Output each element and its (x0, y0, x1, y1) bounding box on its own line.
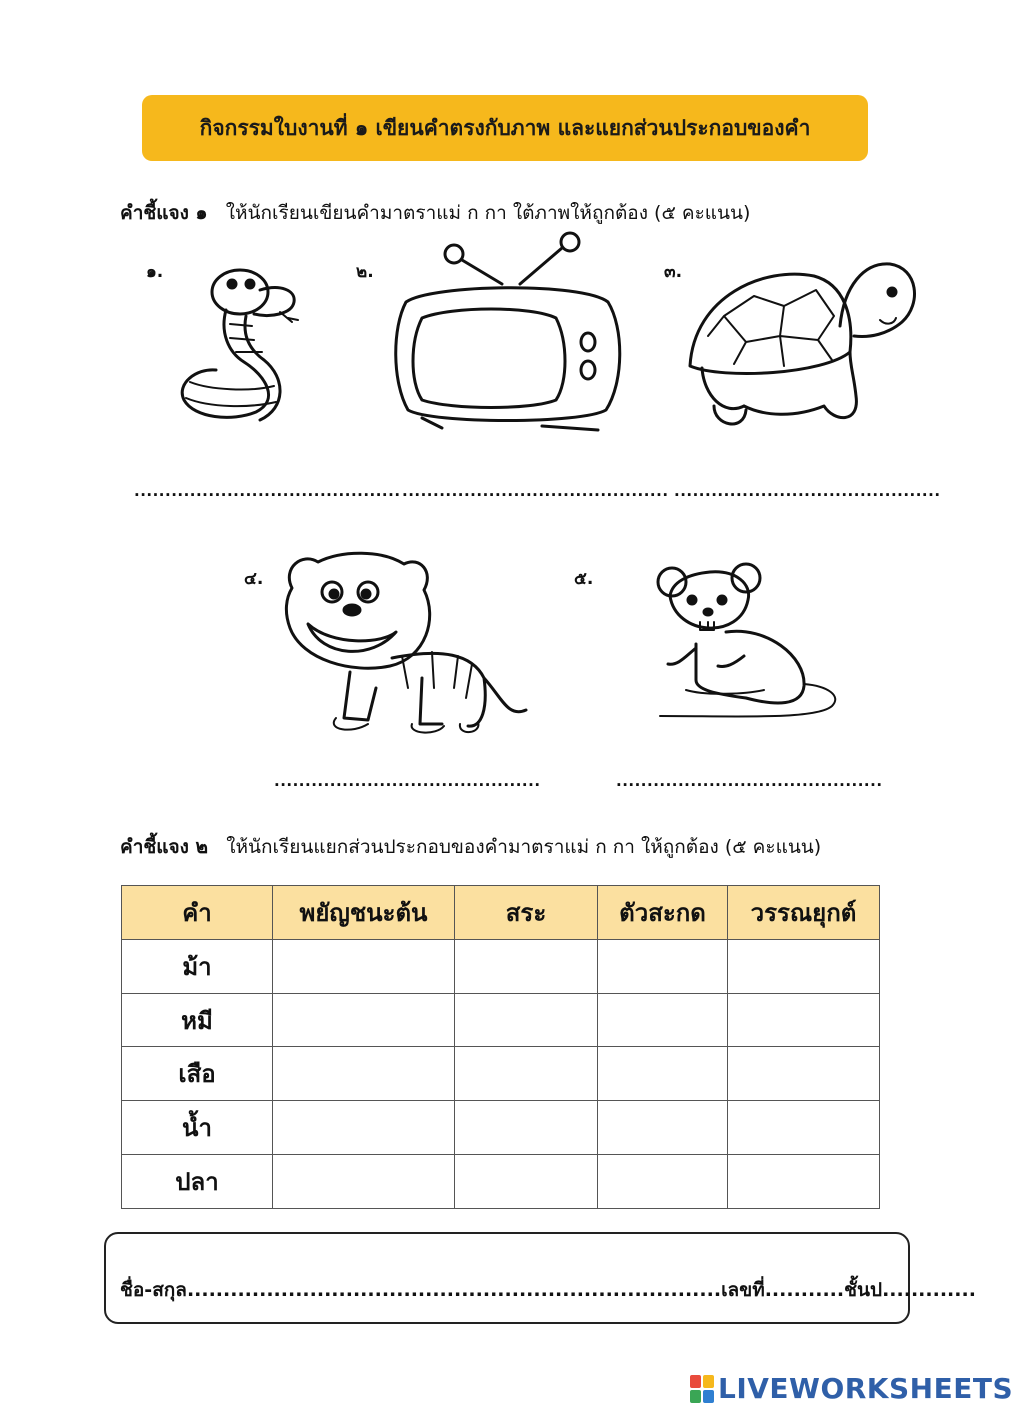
answer-cell[interactable] (455, 939, 598, 993)
television-icon (392, 232, 624, 432)
answer-cell[interactable] (598, 1101, 728, 1155)
answer-blank-2[interactable]: ........................................... (402, 482, 669, 500)
name-field[interactable]: .......................................................................... (186, 1279, 722, 1301)
table-header-row (122, 886, 880, 940)
word-cell: หมี (122, 993, 273, 1047)
word-cell: ปลา (122, 1155, 273, 1209)
picture-number-2: ๒. (356, 262, 374, 282)
number-field[interactable]: ........... (764, 1279, 845, 1301)
answer-blank-5[interactable]: ........................................... (616, 772, 883, 790)
table-row (122, 939, 880, 993)
answer-cell[interactable] (273, 993, 455, 1047)
answer-cell[interactable] (598, 1047, 728, 1101)
answer-cell[interactable] (273, 1047, 455, 1101)
answer-cell[interactable] (728, 939, 880, 993)
answer-blank-1[interactable]: ........................................... (134, 482, 401, 500)
table-row (122, 1101, 880, 1155)
answer-cell[interactable] (273, 1101, 455, 1155)
page-title: กิจกรรมใบงานที่ ๑ เขียนคำตรงกับภาพ และแยกส่วนประกอบของคำ (199, 115, 811, 140)
answer-cell[interactable] (728, 993, 880, 1047)
header-final-consonant: ตัวสะกด (598, 886, 728, 940)
header-initial-consonant: พยัญชนะต้น (273, 886, 455, 940)
instruction-1-label: คำชี้แจง ๑ (120, 202, 208, 224)
word-cell: ม้า (122, 939, 273, 993)
picture-number-5: ๕. (574, 569, 594, 589)
word-cell: เสือ (122, 1047, 273, 1101)
answer-cell[interactable] (728, 1047, 880, 1101)
answer-cell[interactable] (598, 1155, 728, 1209)
picture-number-4: ๔. (244, 569, 264, 589)
answer-blank-4[interactable]: ........................................... (274, 772, 541, 790)
answer-cell[interactable] (728, 1101, 880, 1155)
table-row (122, 1047, 880, 1101)
class-label: ชั้นป (844, 1279, 883, 1301)
name-label: ชื่อ-สกุล (120, 1279, 187, 1301)
instruction-1 (120, 198, 750, 228)
snake-icon (170, 262, 310, 427)
word-cell: น้ำ (122, 1101, 273, 1155)
answer-cell[interactable] (455, 1155, 598, 1209)
logo-mark-icon (690, 1375, 714, 1403)
instruction-2-text: ให้นักเรียนแยกส่วนประกอบของคำมาตราแม่ ก กา ให้ถูกต้อง (๕ คะแนน) (226, 836, 822, 858)
answer-cell[interactable] (273, 939, 455, 993)
answer-blank-3[interactable]: ........................................... (674, 482, 941, 500)
answer-cell[interactable] (598, 993, 728, 1047)
liveworksheets-logo (690, 1372, 1013, 1405)
answer-cell[interactable] (273, 1155, 455, 1209)
answer-cell[interactable] (455, 1101, 598, 1155)
answer-cell[interactable] (455, 1047, 598, 1101)
instruction-2 (120, 832, 821, 862)
turtle-icon (684, 256, 924, 436)
picture-number-1: ๑. (146, 262, 164, 282)
table-row (122, 993, 880, 1047)
answer-cell[interactable] (598, 939, 728, 993)
header-vowel: สระ (455, 886, 598, 940)
student-info-line (120, 1275, 976, 1305)
answer-cell[interactable] (728, 1155, 880, 1209)
instruction-2-label: คำชี้แจง ๒ (120, 836, 209, 858)
picture-number-3: ๓. (664, 262, 683, 282)
tiger-icon (272, 548, 534, 740)
word-breakdown-table (121, 885, 880, 1209)
mouse-icon (656, 556, 842, 726)
title-banner (142, 95, 868, 161)
header-word: คำ (122, 886, 273, 940)
header-tone-mark: วรรณยุกต์ (728, 886, 880, 940)
logo-text: LIVEWORKSHEETS (718, 1372, 1013, 1405)
number-label: เลขที่ (721, 1279, 765, 1301)
answer-cell[interactable] (455, 993, 598, 1047)
instruction-1-text: ให้นักเรียนเขียนคำมาตราแม่ ก กา ใต้ภาพให้ถูกต้อง (๕ คะแนน) (225, 202, 751, 224)
table-row (122, 1155, 880, 1209)
class-field[interactable]: ............. (882, 1279, 976, 1301)
